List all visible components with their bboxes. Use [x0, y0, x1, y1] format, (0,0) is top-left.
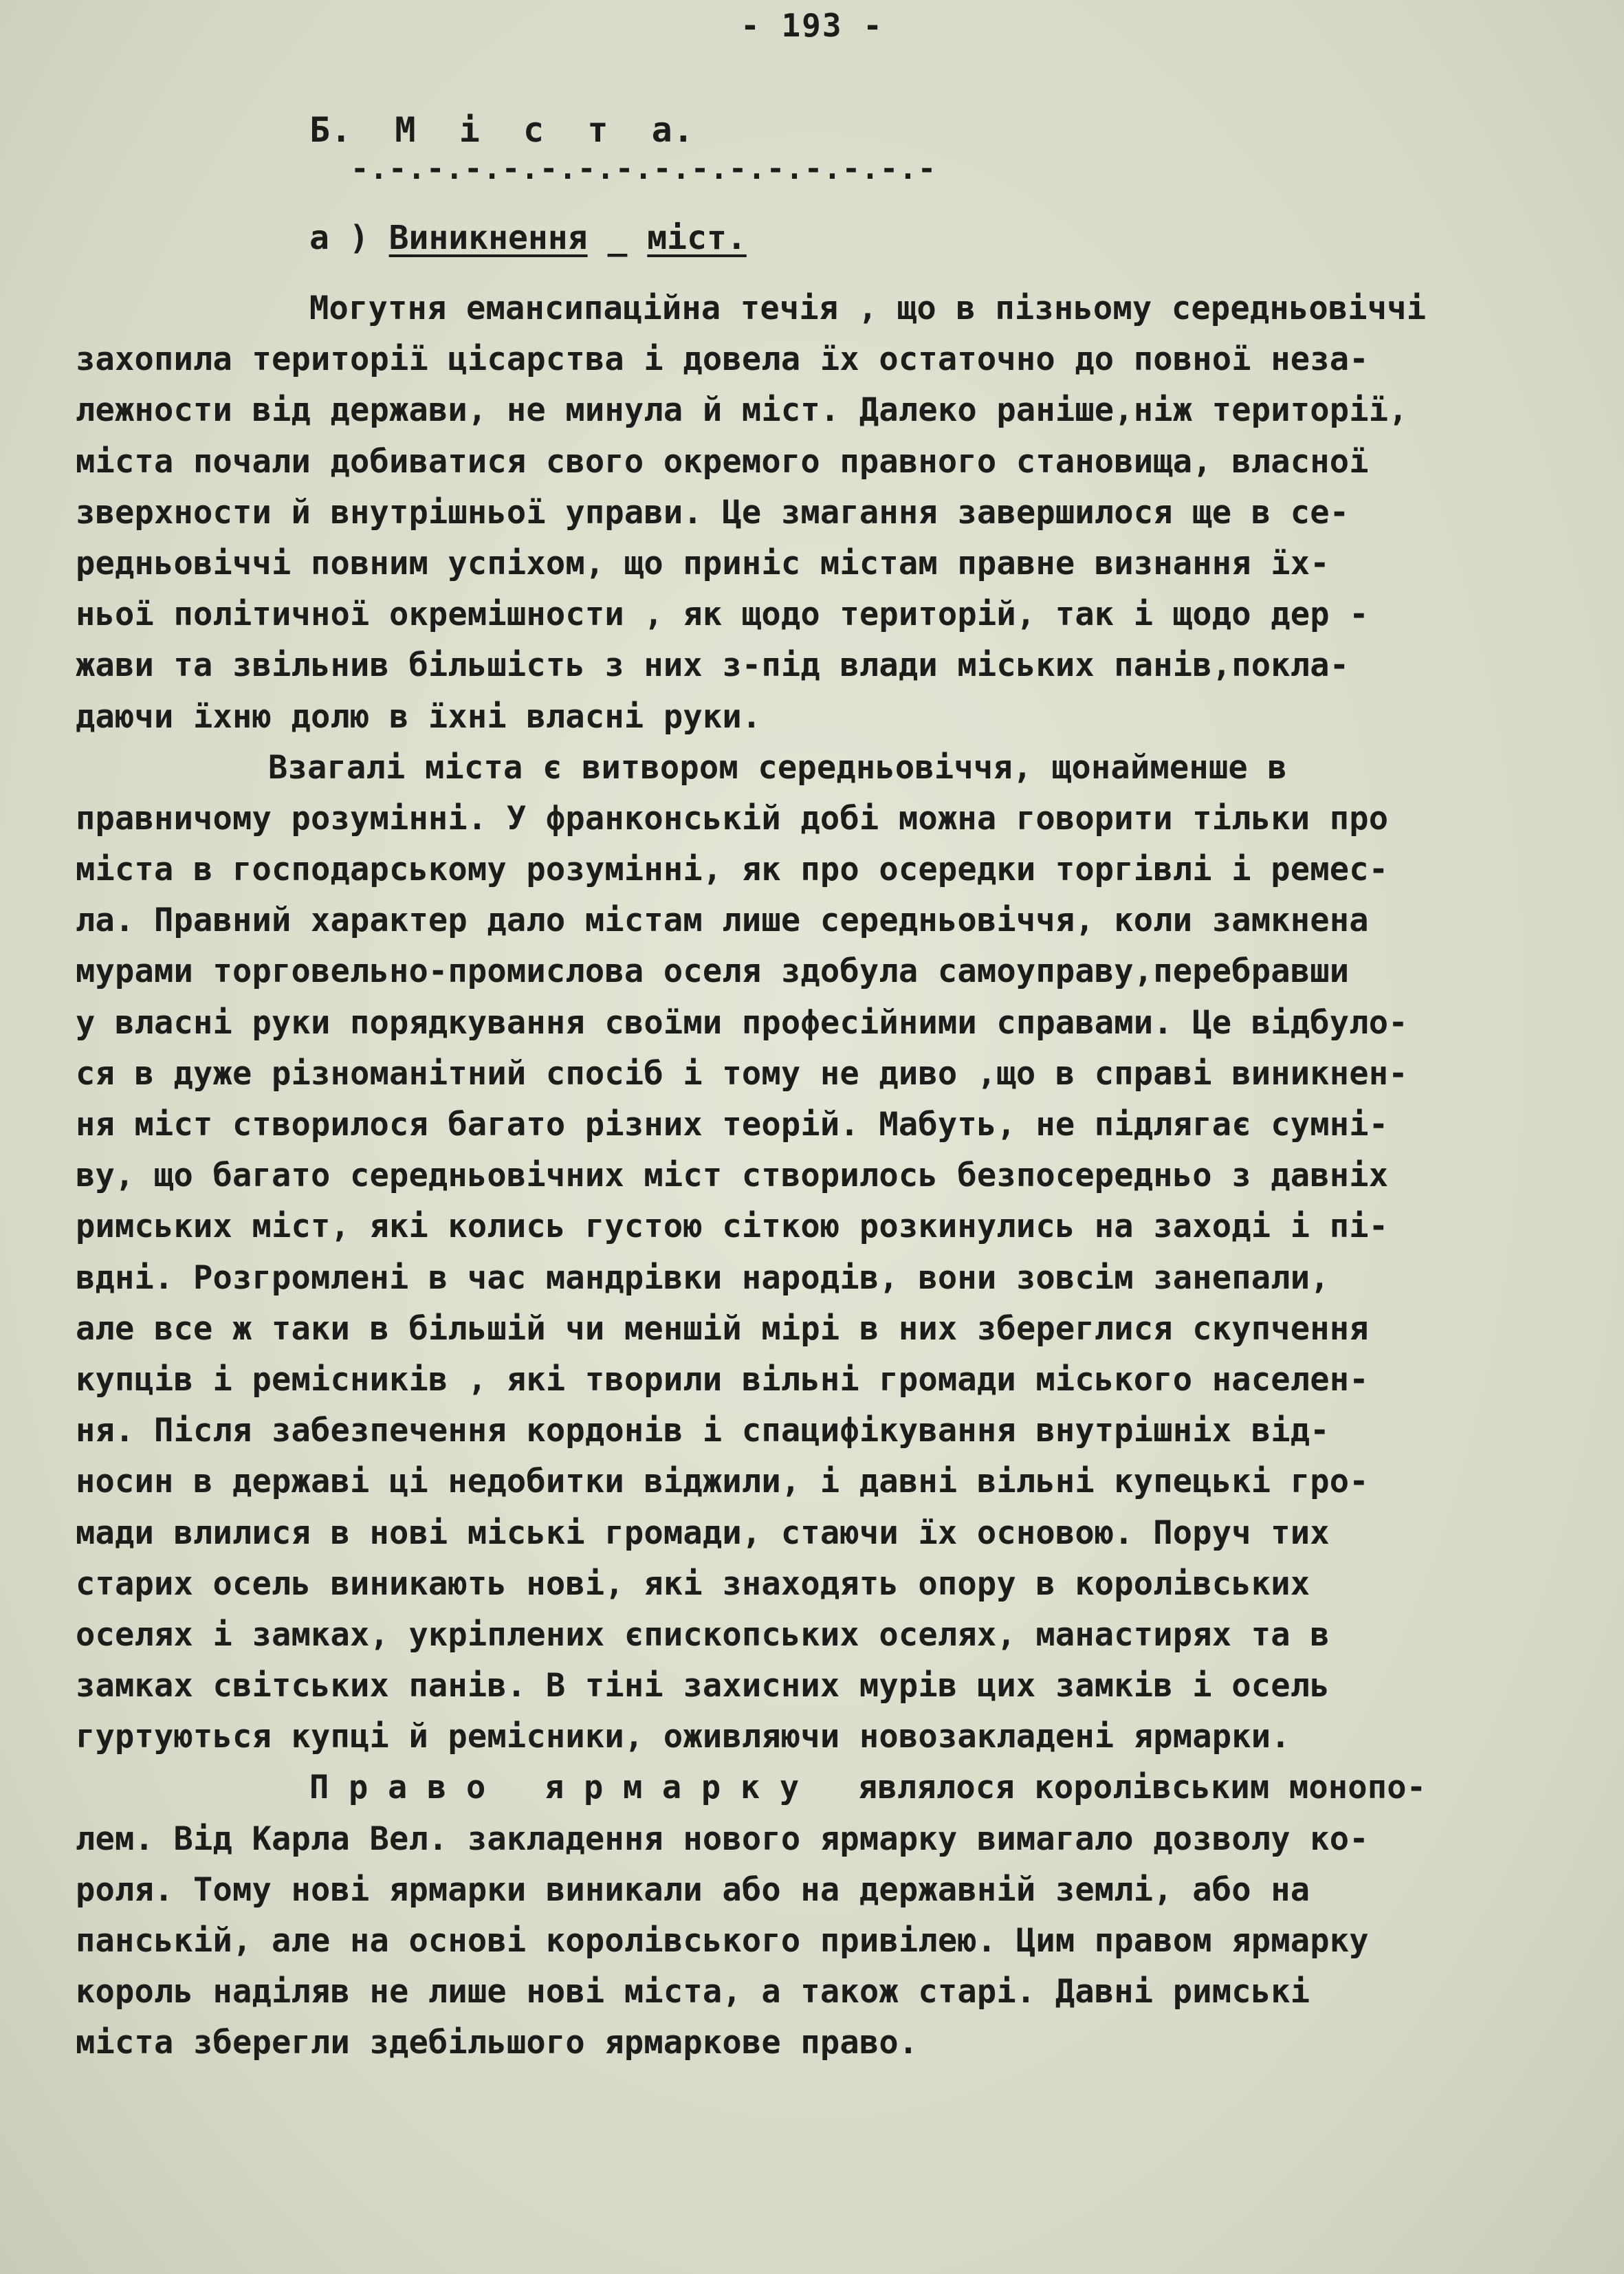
text-line: ньої політичної окремішности , як щодо територій, так і щодо дер - [76, 595, 1369, 634]
text-line: міста почали добиватися свого окремого правного становища, власної [76, 442, 1369, 481]
text-line: мурами торговельно-промислова оселя здобула самоуправу,перебравши [76, 952, 1350, 991]
text-line: правничому розумінні. У франконській добі можна говорити тільки про [76, 799, 1389, 838]
text-line: панській, але на основі королівського привілею. Цим правом ярмарку [76, 1922, 1369, 1960]
text-line: але все ж таки в більшій чи меншій мірі в них збереглися скупчення [76, 1309, 1369, 1348]
text-line: редньовіччі повним успіхом, що приніс містам правне визнання їх- [76, 544, 1330, 582]
subsection-title-2: міст. [647, 219, 747, 257]
text-line: лем. Від Карла Вел. закладення нового ярмарку вимагало дозволу ко- [76, 1819, 1369, 1858]
text-line: купців і ремісників , які творили вільні громади міського населен- [76, 1360, 1369, 1399]
section-heading: Б. М і с т а. [309, 110, 694, 150]
text-line: гуртуються купці й ремісники, оживляючи новозакладені ярмарки. [76, 1718, 1291, 1756]
text-line: лежности від держави, не минула й міст. Далеко раніше,ніж території, [76, 391, 1408, 430]
heading-rule: -.-.-.-.-.-.-.-.-.-.-.-.-.-.-.- [351, 151, 937, 186]
text-line: Взагалі міста є витвором середньовіччя, щонайменше в [268, 748, 1287, 787]
text-line: ву, що багато середньовічних міст створилось безпосередньо з давніх [76, 1157, 1389, 1195]
text-line: у власні руки порядкування своїми професійними справами. Це відбуло- [76, 1003, 1408, 1042]
text-line: король наділяв не лише нові міста, а також старі. Давні римські [76, 1973, 1310, 2011]
text-line: замках світських панів. В тіні захисних мурів цих замків і осель [76, 1667, 1330, 1705]
text-line: ня. Після забезпечення кордонів і спацифікування внутрішніх від- [76, 1412, 1330, 1450]
subsection-separator: _ [587, 219, 648, 257]
text-line: старих осель виникають нові, які знаходять опору в королівських [76, 1564, 1310, 1603]
text-line: римських міст, які колись густою сіткою розкинулись на заході і пі- [76, 1207, 1389, 1246]
text-line: жави та звільнив більшість з них з-під влади міських панів,покла- [76, 646, 1350, 685]
text-line: міста зберегли здебільшого ярмаркове право. [76, 2024, 919, 2062]
text-line: вдні. Розгромлені в час мандрівки народів, вони зовсім занепали, [76, 1258, 1330, 1297]
text-line: роля. Тому нові ярмарки виникали або на державній землі, або на [76, 1870, 1310, 1909]
text-line: міста в господарському розумінні, як про осередки торгівлі і ремес- [76, 851, 1389, 889]
subsection-title-1: Виникнення [388, 219, 588, 257]
text-line: Могутня емансипаційна течія , що в пізньому середньовіччі [309, 289, 1427, 327]
text-line: ся в дуже різноманітний спосіб і тому не диво ,що в справі виникнен- [76, 1054, 1408, 1093]
text-line: зверхности й внутрішньої управи. Це змагання завершилося ще в се- [76, 493, 1350, 532]
page-number: - 193 - [740, 7, 884, 44]
subsection-heading [309, 219, 747, 257]
text-line: носин в державі ці недобитки віджили, і давні вільні купецькі гро- [76, 1463, 1369, 1501]
subsection-prefix: а ) [309, 219, 389, 257]
text-line: ня міст створилося багато різних теорій. Мабуть, не підлягає сумні- [76, 1106, 1389, 1144]
text-line: мади влилися в нові міські громади, стаючи їх основою. Поруч тих [76, 1513, 1330, 1552]
text-line: даючи їхню долю в їхні власні руки. [76, 697, 762, 736]
text-line: П р а в о я р м а р к у являлося королівським монопо- [309, 1769, 1427, 1807]
text-line: ла. Правний характер дало містам лише середньовіччя, коли замкнена [76, 901, 1369, 940]
text-line: захопила території цісарства і довела їх остаточно до повної неза- [76, 340, 1369, 379]
body-text [76, 283, 1623, 2069]
text-line: оселях і замках, укріплених єпископських оселях, манастирях та в [76, 1615, 1330, 1654]
